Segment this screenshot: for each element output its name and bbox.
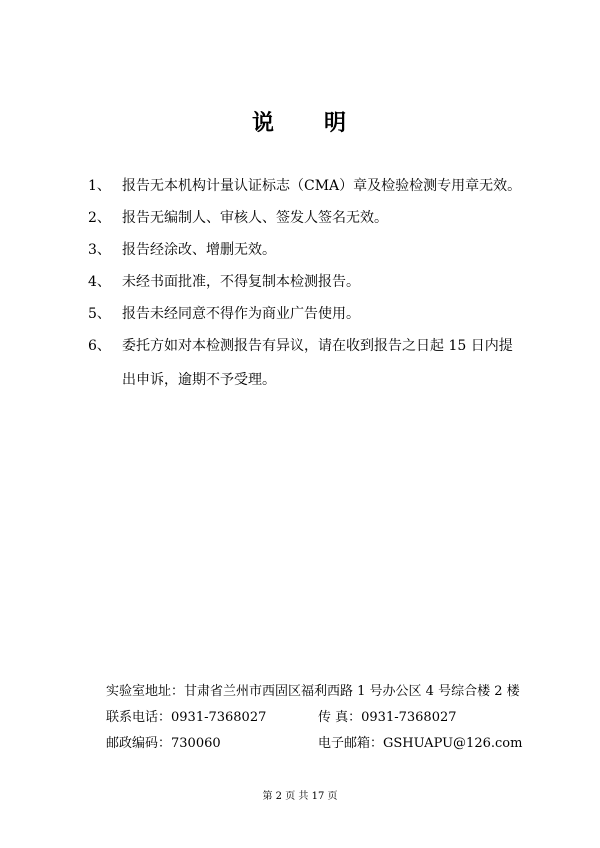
item-number: 4、 [88, 274, 111, 290]
fax-number: 传 真：0931-7368027 [318, 710, 457, 725]
item-text: 报告经涂改、增删无效。 [122, 242, 276, 258]
item-text: 报告未经同意不得作为商业广告使用。 [122, 306, 360, 322]
item-number: 2、 [88, 210, 111, 226]
title-char-right: 明 [324, 110, 349, 136]
item-text: 报告无本机构计量认证标志（CMA）章及检验检测专用章无效。 [122, 178, 522, 194]
email-address: 电子邮箱：GSHUAPU@126.com [318, 736, 523, 751]
item-text-continuation: 出申诉，逾期不予受理。 [122, 372, 276, 388]
page-number: 第 2 页 共 17 页 [262, 791, 338, 802]
item-text: 委托方如对本检测报告有异议，请在收到报告之日起 15 日内提 [122, 338, 513, 354]
page-title [0, 106, 600, 137]
postal-code: 邮政编码：730060 [106, 736, 221, 751]
item-text: 未经书面批准，不得复制本检测报告。 [122, 274, 360, 290]
title-char-left: 说 [251, 110, 276, 136]
item-number: 1、 [88, 178, 111, 194]
lab-address: 实验室地址：甘肃省兰州市西固区福利西路 1 号办公区 4 号综合楼 2 楼 [106, 684, 520, 699]
item-number: 5、 [88, 306, 111, 322]
item-text: 报告无编制人、审核人、签发人签名无效。 [122, 210, 388, 226]
item-number: 6、 [88, 338, 111, 354]
contact-phone: 联系电话：0931-7368027 [106, 710, 267, 725]
item-number: 3、 [88, 242, 111, 258]
